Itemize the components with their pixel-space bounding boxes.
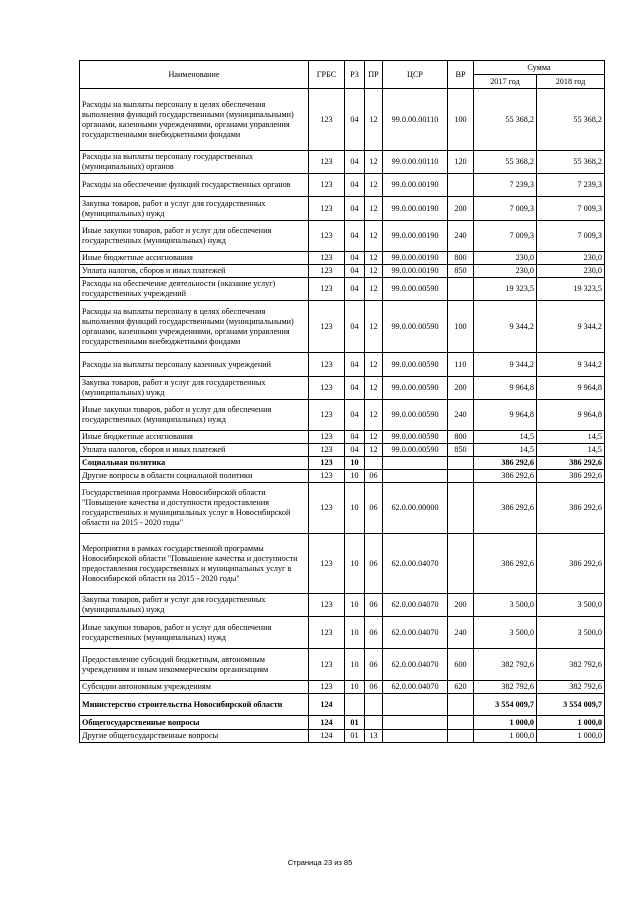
- table-row: [80, 730, 605, 743]
- row-csr-cell: 99.0.00.00590: [383, 400, 448, 431]
- header-grbs: ГРБС: [309, 61, 345, 89]
- row-sum-2017-cell: 7 009,3: [474, 197, 537, 221]
- row-rz-cell: 10: [345, 534, 365, 594]
- row-grbs-cell: 123: [309, 151, 345, 174]
- row-pr-cell: 12: [365, 221, 383, 252]
- row-rz-cell: 04: [345, 431, 365, 444]
- row-vr-cell: 200: [448, 594, 474, 617]
- row-sum-2017-cell: 7 009,3: [474, 221, 537, 252]
- table-row: [80, 265, 605, 278]
- row-csr-cell: 99.0.00.00190: [383, 265, 448, 278]
- row-vr-cell: 850: [448, 265, 474, 278]
- row-pr-cell: 06: [365, 617, 383, 649]
- row-pr-cell: 12: [365, 197, 383, 221]
- row-pr-cell: 12: [365, 400, 383, 431]
- row-csr-cell: 62.0.00.00000: [383, 483, 448, 534]
- row-sum-2018-cell: 3 500,0: [537, 617, 605, 649]
- row-grbs-cell: 123: [309, 431, 345, 444]
- row-vr-cell: 200: [448, 377, 474, 400]
- row-grbs-cell: 123: [309, 89, 345, 151]
- row-sum-2018-cell: 386 292,6: [537, 470, 605, 483]
- row-sum-2017-cell: 9 344,2: [474, 353, 537, 377]
- row-name-cell: Расходы на выплаты персоналу государственных (муниципальных) органов: [80, 151, 309, 174]
- row-name-cell: Закупка товаров, работ и услуг для государственных (муниципальных) нужд: [80, 377, 309, 400]
- row-name-cell: Иные закупки товаров, работ и услуг для обеспечения государственных (муниципальных) нужд: [80, 617, 309, 649]
- row-name-cell: Государственная программа Новосибирской области "Повышение качества и доступности предоставления государственных и муниципальных услуг в Новосибирской области на 2015 - 2020 годы": [80, 483, 309, 534]
- row-sum-2018-cell: 19 323,5: [537, 278, 605, 301]
- table-row: [80, 431, 605, 444]
- row-rz-cell: [345, 694, 365, 716]
- row-csr-cell: 99.0.00.00590: [383, 301, 448, 353]
- row-rz-cell: 04: [345, 197, 365, 221]
- row-pr-cell: 12: [365, 301, 383, 353]
- row-sum-2018-cell: 1 000,0: [537, 716, 605, 730]
- row-pr-cell: 06: [365, 534, 383, 594]
- row-grbs-cell: 123: [309, 617, 345, 649]
- table-row: [80, 301, 605, 353]
- row-pr-cell: 06: [365, 594, 383, 617]
- row-name-cell: Министерство строительства Новосибирской области: [80, 694, 309, 716]
- row-rz-cell: 01: [345, 730, 365, 743]
- row-vr-cell: [448, 470, 474, 483]
- row-grbs-cell: 124: [309, 716, 345, 730]
- row-csr-cell: 62.0.00.04070: [383, 649, 448, 681]
- row-sum-2018-cell: 9 964,8: [537, 400, 605, 431]
- row-vr-cell: 850: [448, 444, 474, 457]
- row-name-cell: Уплата налогов, сборов и иных платежей: [80, 265, 309, 278]
- row-rz-cell: 10: [345, 470, 365, 483]
- row-sum-2018-cell: 3 500,0: [537, 594, 605, 617]
- page-number: Страница 23 из 85: [287, 858, 353, 867]
- table-body: [80, 89, 605, 743]
- row-pr-cell: 12: [365, 444, 383, 457]
- row-name-cell: Закупка товаров, работ и услуг для государственных (муниципальных) нужд: [80, 197, 309, 221]
- row-rz-cell: 10: [345, 457, 365, 470]
- row-csr-cell: 99.0.00.00590: [383, 353, 448, 377]
- row-csr-cell: 99.0.00.00110: [383, 151, 448, 174]
- row-rz-cell: 04: [345, 278, 365, 301]
- table-row: [80, 221, 605, 252]
- row-sum-2018-cell: 382 792,6: [537, 649, 605, 681]
- row-csr-cell: [383, 716, 448, 730]
- row-grbs-cell: 124: [309, 730, 345, 743]
- row-sum-2018-cell: 230,0: [537, 265, 605, 278]
- row-rz-cell: 04: [345, 301, 365, 353]
- row-csr-cell: 99.0.00.00190: [383, 197, 448, 221]
- row-vr-cell: 100: [448, 301, 474, 353]
- table-row: [80, 278, 605, 301]
- row-vr-cell: [448, 716, 474, 730]
- table-row: [80, 400, 605, 431]
- row-grbs-cell: 123: [309, 400, 345, 431]
- row-sum-2017-cell: 230,0: [474, 265, 537, 278]
- row-sum-2018-cell: 7 239,3: [537, 174, 605, 197]
- row-rz-cell: 04: [345, 444, 365, 457]
- row-grbs-cell: 123: [309, 278, 345, 301]
- table-row: [80, 617, 605, 649]
- table-row: [80, 89, 605, 151]
- table-row: [80, 353, 605, 377]
- row-grbs-cell: 123: [309, 457, 345, 470]
- row-grbs-cell: 123: [309, 353, 345, 377]
- row-rz-cell: 04: [345, 252, 365, 265]
- row-rz-cell: 10: [345, 594, 365, 617]
- row-pr-cell: 12: [365, 265, 383, 278]
- row-grbs-cell: 123: [309, 377, 345, 400]
- row-vr-cell: 800: [448, 252, 474, 265]
- row-rz-cell: 10: [345, 649, 365, 681]
- row-pr-cell: 12: [365, 377, 383, 400]
- row-sum-2017-cell: 9 344,2: [474, 301, 537, 353]
- row-sum-2018-cell: 7 009,3: [537, 197, 605, 221]
- table-row: [80, 681, 605, 694]
- row-vr-cell: 240: [448, 617, 474, 649]
- budget-table: [79, 60, 605, 743]
- row-sum-2017-cell: 1 000,0: [474, 730, 537, 743]
- row-sum-2018-cell: 7 009,3: [537, 221, 605, 252]
- row-grbs-cell: 123: [309, 470, 345, 483]
- header-csr: ЦСР: [383, 61, 448, 89]
- row-rz-cell: 04: [345, 400, 365, 431]
- row-pr-cell: 06: [365, 470, 383, 483]
- row-name-cell: Расходы на выплаты персоналу в целях обеспечения выполнения функций государственными (муниципальными) органами, казенными учреждениями, органами управления государственными внебюджетными фондами: [80, 301, 309, 353]
- row-grbs-cell: 123: [309, 221, 345, 252]
- row-name-cell: Иные закупки товаров, работ и услуг для обеспечения государственных (муниципальных) нужд: [80, 400, 309, 431]
- row-csr-cell: [383, 730, 448, 743]
- row-name-cell: Мероприятия в рамках государственной программы Новосибирской области "Повышение качества и доступности предоставления государственных и муниципальных услуг в Новосибирской области на 2015 - 2020 годы": [80, 534, 309, 594]
- row-vr-cell: [448, 174, 474, 197]
- row-vr-cell: [448, 534, 474, 594]
- row-vr-cell: 120: [448, 151, 474, 174]
- row-grbs-cell: 123: [309, 174, 345, 197]
- row-name-cell: Общегосударственные вопросы: [80, 716, 309, 730]
- row-name-cell: Расходы на выплаты персоналу казенных учреждений: [80, 353, 309, 377]
- row-sum-2017-cell: 3 554 009,7: [474, 694, 537, 716]
- row-grbs-cell: 123: [309, 483, 345, 534]
- row-vr-cell: 240: [448, 221, 474, 252]
- row-name-cell: Субсидии автономным учреждениям: [80, 681, 309, 694]
- row-grbs-cell: 123: [309, 681, 345, 694]
- row-grbs-cell: 123: [309, 301, 345, 353]
- row-sum-2018-cell: 230,0: [537, 252, 605, 265]
- row-name-cell: Социальная политика: [80, 457, 309, 470]
- row-csr-cell: 62.0.00.04070: [383, 594, 448, 617]
- row-vr-cell: 200: [448, 197, 474, 221]
- table-row: [80, 377, 605, 400]
- row-pr-cell: 06: [365, 649, 383, 681]
- row-sum-2017-cell: 386 292,6: [474, 457, 537, 470]
- row-name-cell: Закупка товаров, работ и услуг для государственных (муниципальных) нужд: [80, 594, 309, 617]
- row-csr-cell: 99.0.00.00190: [383, 252, 448, 265]
- row-csr-cell: 99.0.00.00190: [383, 221, 448, 252]
- row-sum-2017-cell: 7 239,3: [474, 174, 537, 197]
- row-name-cell: Расходы на обеспечение деятельности (оказание услуг) государственных учреждений: [80, 278, 309, 301]
- row-pr-cell: 12: [365, 89, 383, 151]
- row-csr-cell: 99.0.00.00590: [383, 377, 448, 400]
- row-name-cell: Расходы на выплаты персоналу в целях обеспечения выполнения функций государственными (муниципальными) органами, казенными учреждениями, органами управления государственными внебюджетными фондами: [80, 89, 309, 151]
- row-pr-cell: [365, 694, 383, 716]
- row-sum-2018-cell: 55 368,2: [537, 89, 605, 151]
- row-sum-2018-cell: 55 368,2: [537, 151, 605, 174]
- row-sum-2018-cell: 14,5: [537, 444, 605, 457]
- row-grbs-cell: 123: [309, 534, 345, 594]
- row-sum-2018-cell: 9 344,2: [537, 353, 605, 377]
- header-vr: ВР: [448, 61, 474, 89]
- row-name-cell: Другие общегосударственные вопросы: [80, 730, 309, 743]
- row-sum-2018-cell: 386 292,6: [537, 457, 605, 470]
- row-sum-2018-cell: 386 292,6: [537, 483, 605, 534]
- row-csr-cell: 62.0.00.04070: [383, 534, 448, 594]
- row-csr-cell: 62.0.00.04070: [383, 681, 448, 694]
- row-rz-cell: 04: [345, 221, 365, 252]
- row-sum-2017-cell: 230,0: [474, 252, 537, 265]
- row-name-cell: Иные бюджетные ассигнования: [80, 252, 309, 265]
- row-grbs-cell: 123: [309, 252, 345, 265]
- header-pr: ПР: [365, 61, 383, 89]
- row-vr-cell: 240: [448, 400, 474, 431]
- row-name-cell: Расходы на обеспечение функций государственных органов: [80, 174, 309, 197]
- row-csr-cell: [383, 470, 448, 483]
- row-csr-cell: 99.0.00.00590: [383, 431, 448, 444]
- row-name-cell: Уплата налогов, сборов и иных платежей: [80, 444, 309, 457]
- row-sum-2017-cell: 19 323,5: [474, 278, 537, 301]
- row-pr-cell: 12: [365, 353, 383, 377]
- row-pr-cell: 13: [365, 730, 383, 743]
- row-csr-cell: 99.0.00.00590: [383, 444, 448, 457]
- row-vr-cell: 600: [448, 649, 474, 681]
- row-pr-cell: 12: [365, 431, 383, 444]
- row-csr-cell: 62.0.00.04070: [383, 617, 448, 649]
- row-pr-cell: 12: [365, 174, 383, 197]
- row-sum-2017-cell: 382 792,6: [474, 649, 537, 681]
- row-grbs-cell: 123: [309, 444, 345, 457]
- row-vr-cell: [448, 457, 474, 470]
- row-pr-cell: 06: [365, 483, 383, 534]
- table-header: [80, 61, 605, 89]
- header-rz: РЗ: [345, 61, 365, 89]
- row-name-cell: Иные закупки товаров, работ и услуг для обеспечения государственных (муниципальных) нужд: [80, 221, 309, 252]
- header-name: Наименование: [80, 61, 309, 89]
- row-csr-cell: 99.0.00.00110: [383, 89, 448, 151]
- table-row: [80, 174, 605, 197]
- row-csr-cell: 99.0.00.00590: [383, 278, 448, 301]
- table-row: [80, 252, 605, 265]
- row-pr-cell: [365, 457, 383, 470]
- row-rz-cell: 04: [345, 151, 365, 174]
- table-row: [80, 694, 605, 716]
- row-rz-cell: 01: [345, 716, 365, 730]
- row-vr-cell: 800: [448, 431, 474, 444]
- table-row: [80, 483, 605, 534]
- table-row: [80, 470, 605, 483]
- row-vr-cell: [448, 483, 474, 534]
- row-rz-cell: 04: [345, 377, 365, 400]
- row-sum-2017-cell: 386 292,6: [474, 470, 537, 483]
- row-vr-cell: [448, 694, 474, 716]
- row-sum-2017-cell: 55 368,2: [474, 151, 537, 174]
- row-sum-2017-cell: 14,5: [474, 431, 537, 444]
- row-sum-2017-cell: 55 368,2: [474, 89, 537, 151]
- row-name-cell: Другие вопросы в области социальной политики: [80, 470, 309, 483]
- row-pr-cell: 12: [365, 252, 383, 265]
- row-grbs-cell: 123: [309, 197, 345, 221]
- row-sum-2017-cell: 3 500,0: [474, 594, 537, 617]
- table-row: [80, 151, 605, 174]
- table-row: [80, 594, 605, 617]
- table-row: [80, 649, 605, 681]
- header-sum: Сумма: [474, 61, 605, 75]
- row-sum-2017-cell: 3 500,0: [474, 617, 537, 649]
- row-rz-cell: 04: [345, 265, 365, 278]
- row-rz-cell: 10: [345, 483, 365, 534]
- row-pr-cell: 12: [365, 151, 383, 174]
- row-grbs-cell: 123: [309, 594, 345, 617]
- row-rz-cell: 04: [345, 89, 365, 151]
- row-vr-cell: 100: [448, 89, 474, 151]
- row-sum-2017-cell: 386 292,6: [474, 483, 537, 534]
- row-sum-2018-cell: 1 000,0: [537, 730, 605, 743]
- row-sum-2017-cell: 14,5: [474, 444, 537, 457]
- row-pr-cell: 12: [365, 278, 383, 301]
- table-row: [80, 444, 605, 457]
- row-rz-cell: 04: [345, 174, 365, 197]
- row-name-cell: Предоставление субсидий бюджетным, автономным учреждениям и иным некоммерческим организациям: [80, 649, 309, 681]
- table-row: [80, 197, 605, 221]
- row-sum-2018-cell: 382 792,6: [537, 681, 605, 694]
- row-grbs-cell: 123: [309, 649, 345, 681]
- row-csr-cell: [383, 457, 448, 470]
- row-name-cell: Иные бюджетные ассигнования: [80, 431, 309, 444]
- document-page: [79, 60, 604, 743]
- row-sum-2018-cell: 386 292,6: [537, 534, 605, 594]
- row-sum-2018-cell: 9 964,8: [537, 377, 605, 400]
- row-vr-cell: [448, 278, 474, 301]
- table-row: [80, 534, 605, 594]
- row-rz-cell: 04: [345, 353, 365, 377]
- row-sum-2018-cell: 3 554 009,7: [537, 694, 605, 716]
- row-csr-cell: 99.0.00.00190: [383, 174, 448, 197]
- row-sum-2018-cell: 9 344,2: [537, 301, 605, 353]
- table-row: [80, 716, 605, 730]
- row-pr-cell: [365, 716, 383, 730]
- row-csr-cell: [383, 694, 448, 716]
- row-sum-2018-cell: 14,5: [537, 431, 605, 444]
- row-rz-cell: 10: [345, 617, 365, 649]
- row-grbs-cell: 124: [309, 694, 345, 716]
- row-pr-cell: 06: [365, 681, 383, 694]
- row-sum-2017-cell: 9 964,8: [474, 377, 537, 400]
- row-sum-2017-cell: 382 792,6: [474, 681, 537, 694]
- header-year-2017: 2017 год: [474, 75, 537, 89]
- row-vr-cell: 110: [448, 353, 474, 377]
- row-sum-2017-cell: 1 000,0: [474, 716, 537, 730]
- row-grbs-cell: 123: [309, 265, 345, 278]
- row-vr-cell: 620: [448, 681, 474, 694]
- header-year-2018: 2018 год: [537, 75, 605, 89]
- row-sum-2017-cell: 9 964,8: [474, 400, 537, 431]
- row-vr-cell: [448, 730, 474, 743]
- row-sum-2017-cell: 386 292,6: [474, 534, 537, 594]
- row-rz-cell: 10: [345, 681, 365, 694]
- table-row: [80, 457, 605, 470]
